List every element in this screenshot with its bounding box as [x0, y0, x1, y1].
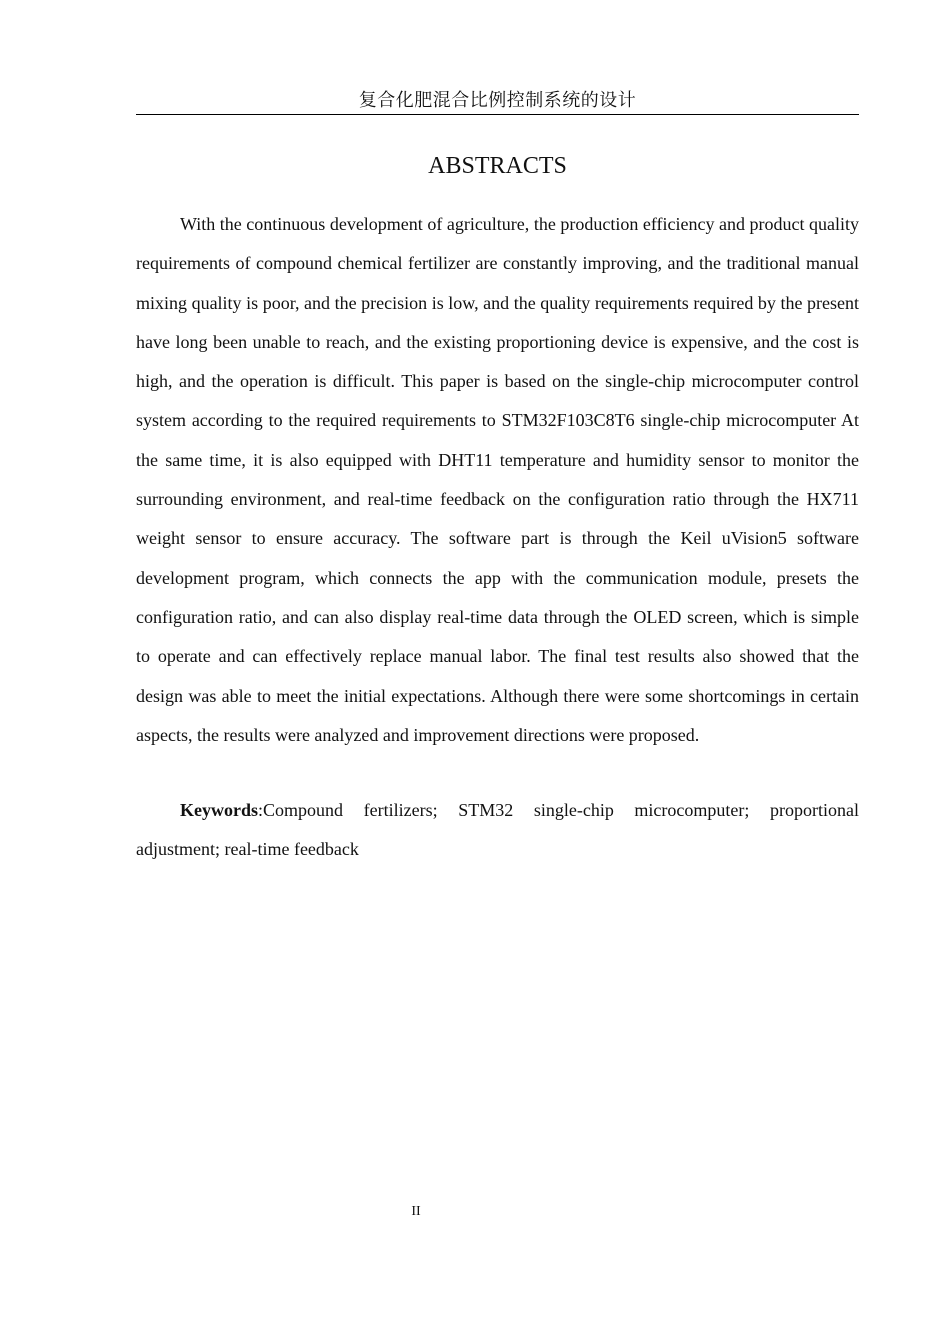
keywords-label: Keywords [180, 800, 258, 820]
running-header-title: 复合化肥混合比例控制系统的设计 [358, 90, 637, 111]
keywords-paragraph [136, 791, 859, 870]
page-title: ABSTRACTS [428, 153, 567, 179]
page-number: II [411, 1204, 421, 1219]
running-header [136, 88, 859, 115]
keywords-text: :Compound fertilizers; STM32 single-chip microcomputer; proportional adjustment; real-time feedback [136, 800, 859, 860]
abstract-body: With the continuous development of agriculture, the production efficiency and product quality requirements of compound chemical fertilizer are constantly improving, and the traditional manual mixing quality is poor, and the precision is low, and the quality requirements required by the present have long been unable to reach, and the existing proportioning device is expensive, and the cost is high, and the operation is difficult. This paper is based on the single-chip microcomputer control system according to the required requirements to STM32F103C8T6 single-chip microcomputer At the same time, it is also equipped with DHT11 temperature and humidity sensor to monitor the surrounding environment, and real-time feedback on the configuration ratio through the HX711 weight sensor to ensure accuracy. The software part is through the Keil uVision5 software development program, which connects the app with the communication module, presets the configuration ratio, and can also display real-time data through the OLED screen, which is simple to operate and can effectively replace manual labor. The final test results also showed that the design was able to meet the initial expectations. Although there were some shortcomings in certain aspects, the results were analyzed and improvement directions were proposed. [136, 214, 859, 745]
